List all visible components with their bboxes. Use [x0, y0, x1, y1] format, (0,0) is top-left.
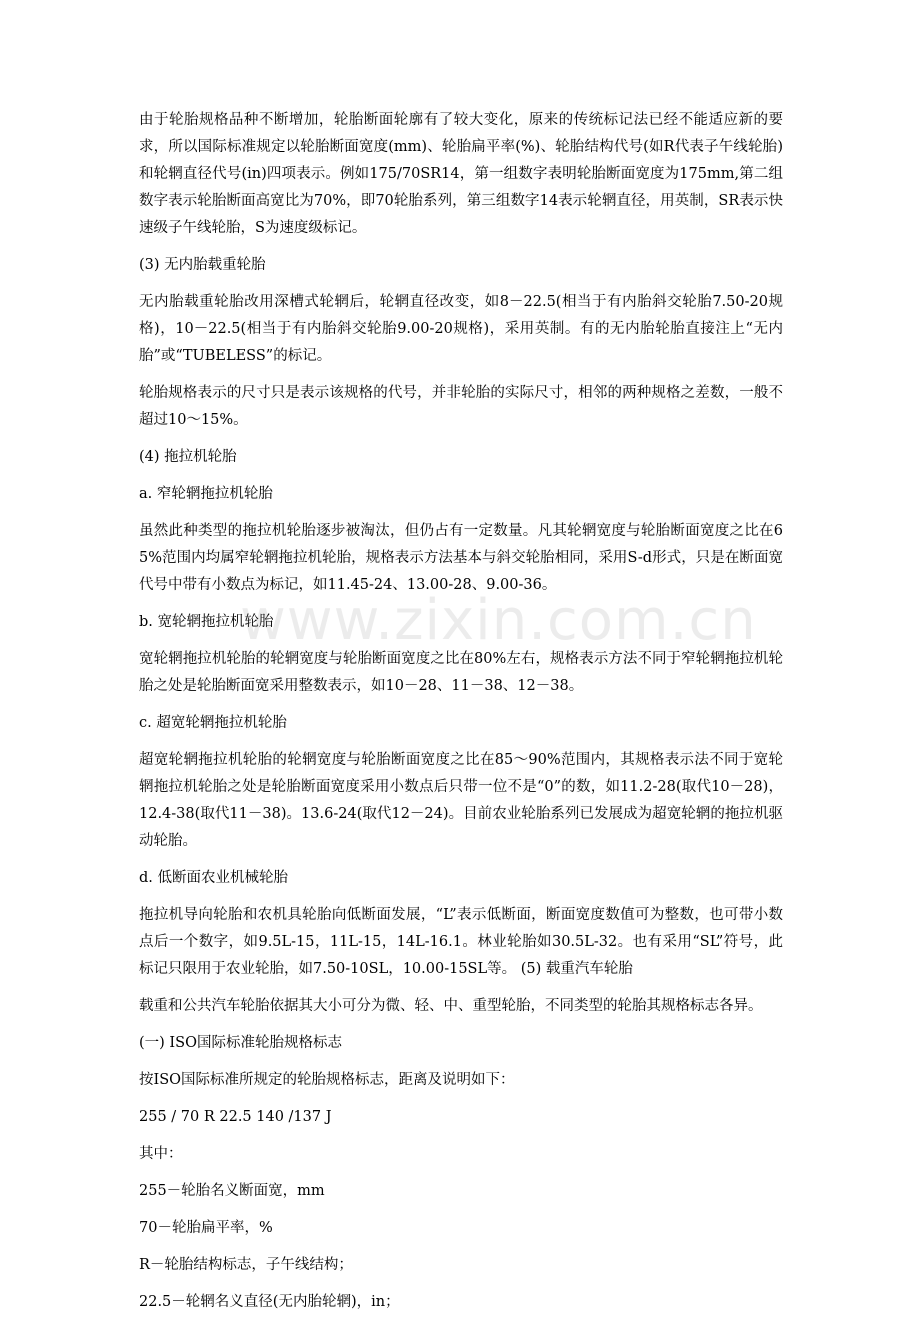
paragraph-low-section: 拖拉机导向轮胎和农机具轮胎向低断面发展，“L”表示低断面，断面宽度数值可为整数，也可带小数点后一个数字，如9.5L-15，11L-15，14L-16.1。林业轮胎如30.5L-32。也有采用“SL”符号，此标记只限用于农业轮胎，如7.50-10SL，10.00-15SL等。 (5) 载重汽车轮胎	[139, 907, 783, 977]
heading-low-section: d. 低断面农业机械轮胎	[139, 870, 288, 886]
heading-tubeless-truck-tire: (3) 无内胎载重轮胎	[139, 257, 266, 273]
paragraph-where: 其中：	[139, 1146, 183, 1162]
paragraph-ultra-wide-rim: 超宽轮辋拖拉机轮胎的轮辋宽度与轮胎断面宽度之比在85～90%范围内，其规格表示法不同于宽轮辋拖拉机轮胎之处是轮胎断面宽度采用小数点后只带一位不是“0”的数，如11.2-28(取代10－28)，12.4-38(取代11－38)。13.6-24(取代12－24)。目前农业轮胎系列已发展成为超宽轮辋的拖拉机驱动轮胎。	[139, 752, 783, 849]
definition-rim-diameter: 22.5－轮辋名义直径(无内胎轮辋)，in；	[139, 1294, 400, 1310]
definition-structure: R－轮胎结构标志，子午线结构；	[139, 1257, 353, 1273]
iso-example-code: 255 / 70 R 22.5 140 /137 J	[139, 1109, 332, 1125]
paragraph-intro: 由于轮胎规格品种不断增加，轮胎断面轮廓有了较大变化，原来的传统标记法已经不能适应新的要求，所以国际标准规定以轮胎断面宽度(mm)、轮胎扁平率(%)、轮胎结构代号(如R代表子午线轮胎)和轮辋直径代号(in)四项表示。例如175/70SR14，第一组数字表明轮胎断面宽度为175mm,第二组数字表示轮胎断面高宽比为70%，即70轮胎系列，第三组数字14表示轮辋直径，用英制，SR表示快速级子午线轮胎，S为速度级标记。	[139, 112, 783, 236]
heading-tractor-tire: (4) 拖拉机轮胎	[139, 449, 237, 465]
paragraph-tubeless: 无内胎载重轮胎改用深槽式轮辋后，轮辋直径改变，如8－22.5(相当于有内胎斜交轮胎7.50-20规格)，10－22.5(相当于有内胎斜交轮胎9.00-20规格)，采用英制。有的无内胎轮胎直接注上“无内胎”或“TUBELESS”的标记。	[139, 294, 783, 364]
watermark: www.zixin.com.cn	[240, 588, 757, 653]
paragraph-narrow-rim: 虽然此种类型的拖拉机轮胎逐步被淘汰，但仍占有一定数量。凡其轮辋宽度与轮胎断面宽度之比在65%范围内均属窄轮辋拖拉机轮胎，规格表示方法基本与斜交轮胎相同，采用S-d形式，只是在断面宽代号中带有小数点为标记，如11.45-24、13.00-28、9.00-36。	[139, 523, 783, 593]
paragraph-size-code: 轮胎规格表示的尺寸只是表示该规格的代号，并非轮胎的实际尺寸，相邻的两种规格之差数，一般不超过10～15%。	[139, 385, 783, 428]
definition-aspect-ratio: 70－轮胎扁平率，%	[139, 1220, 273, 1236]
heading-iso-standard: (一) ISO国际标准轮胎规格标志	[139, 1035, 342, 1051]
paragraph-wide-rim: 宽轮辋拖拉机轮胎的轮辋宽度与轮胎断面宽度之比在80%左右，规格表示方法不同于窄轮辋拖拉机轮胎之处是轮胎断面宽采用整数表示，如10－28、11－38、12－38。	[139, 651, 783, 694]
document-body	[139, 107, 783, 1326]
definition-section-width: 255－轮胎名义断面宽，mm	[139, 1183, 325, 1199]
paragraph-iso-intro: 按ISO国际标准所规定的轮胎规格标志，距离及说明如下：	[139, 1072, 515, 1088]
paragraph-truck-bus: 载重和公共汽车轮胎依据其大小可分为微、轻、中、重型轮胎，不同类型的轮胎其规格标志各异。	[139, 998, 763, 1014]
heading-wide-rim: b. 宽轮辋拖拉机轮胎	[139, 614, 274, 630]
heading-ultra-wide-rim: c. 超宽轮辋拖拉机轮胎	[139, 715, 287, 731]
heading-narrow-rim: a. 窄轮辋拖拉机轮胎	[139, 486, 273, 502]
